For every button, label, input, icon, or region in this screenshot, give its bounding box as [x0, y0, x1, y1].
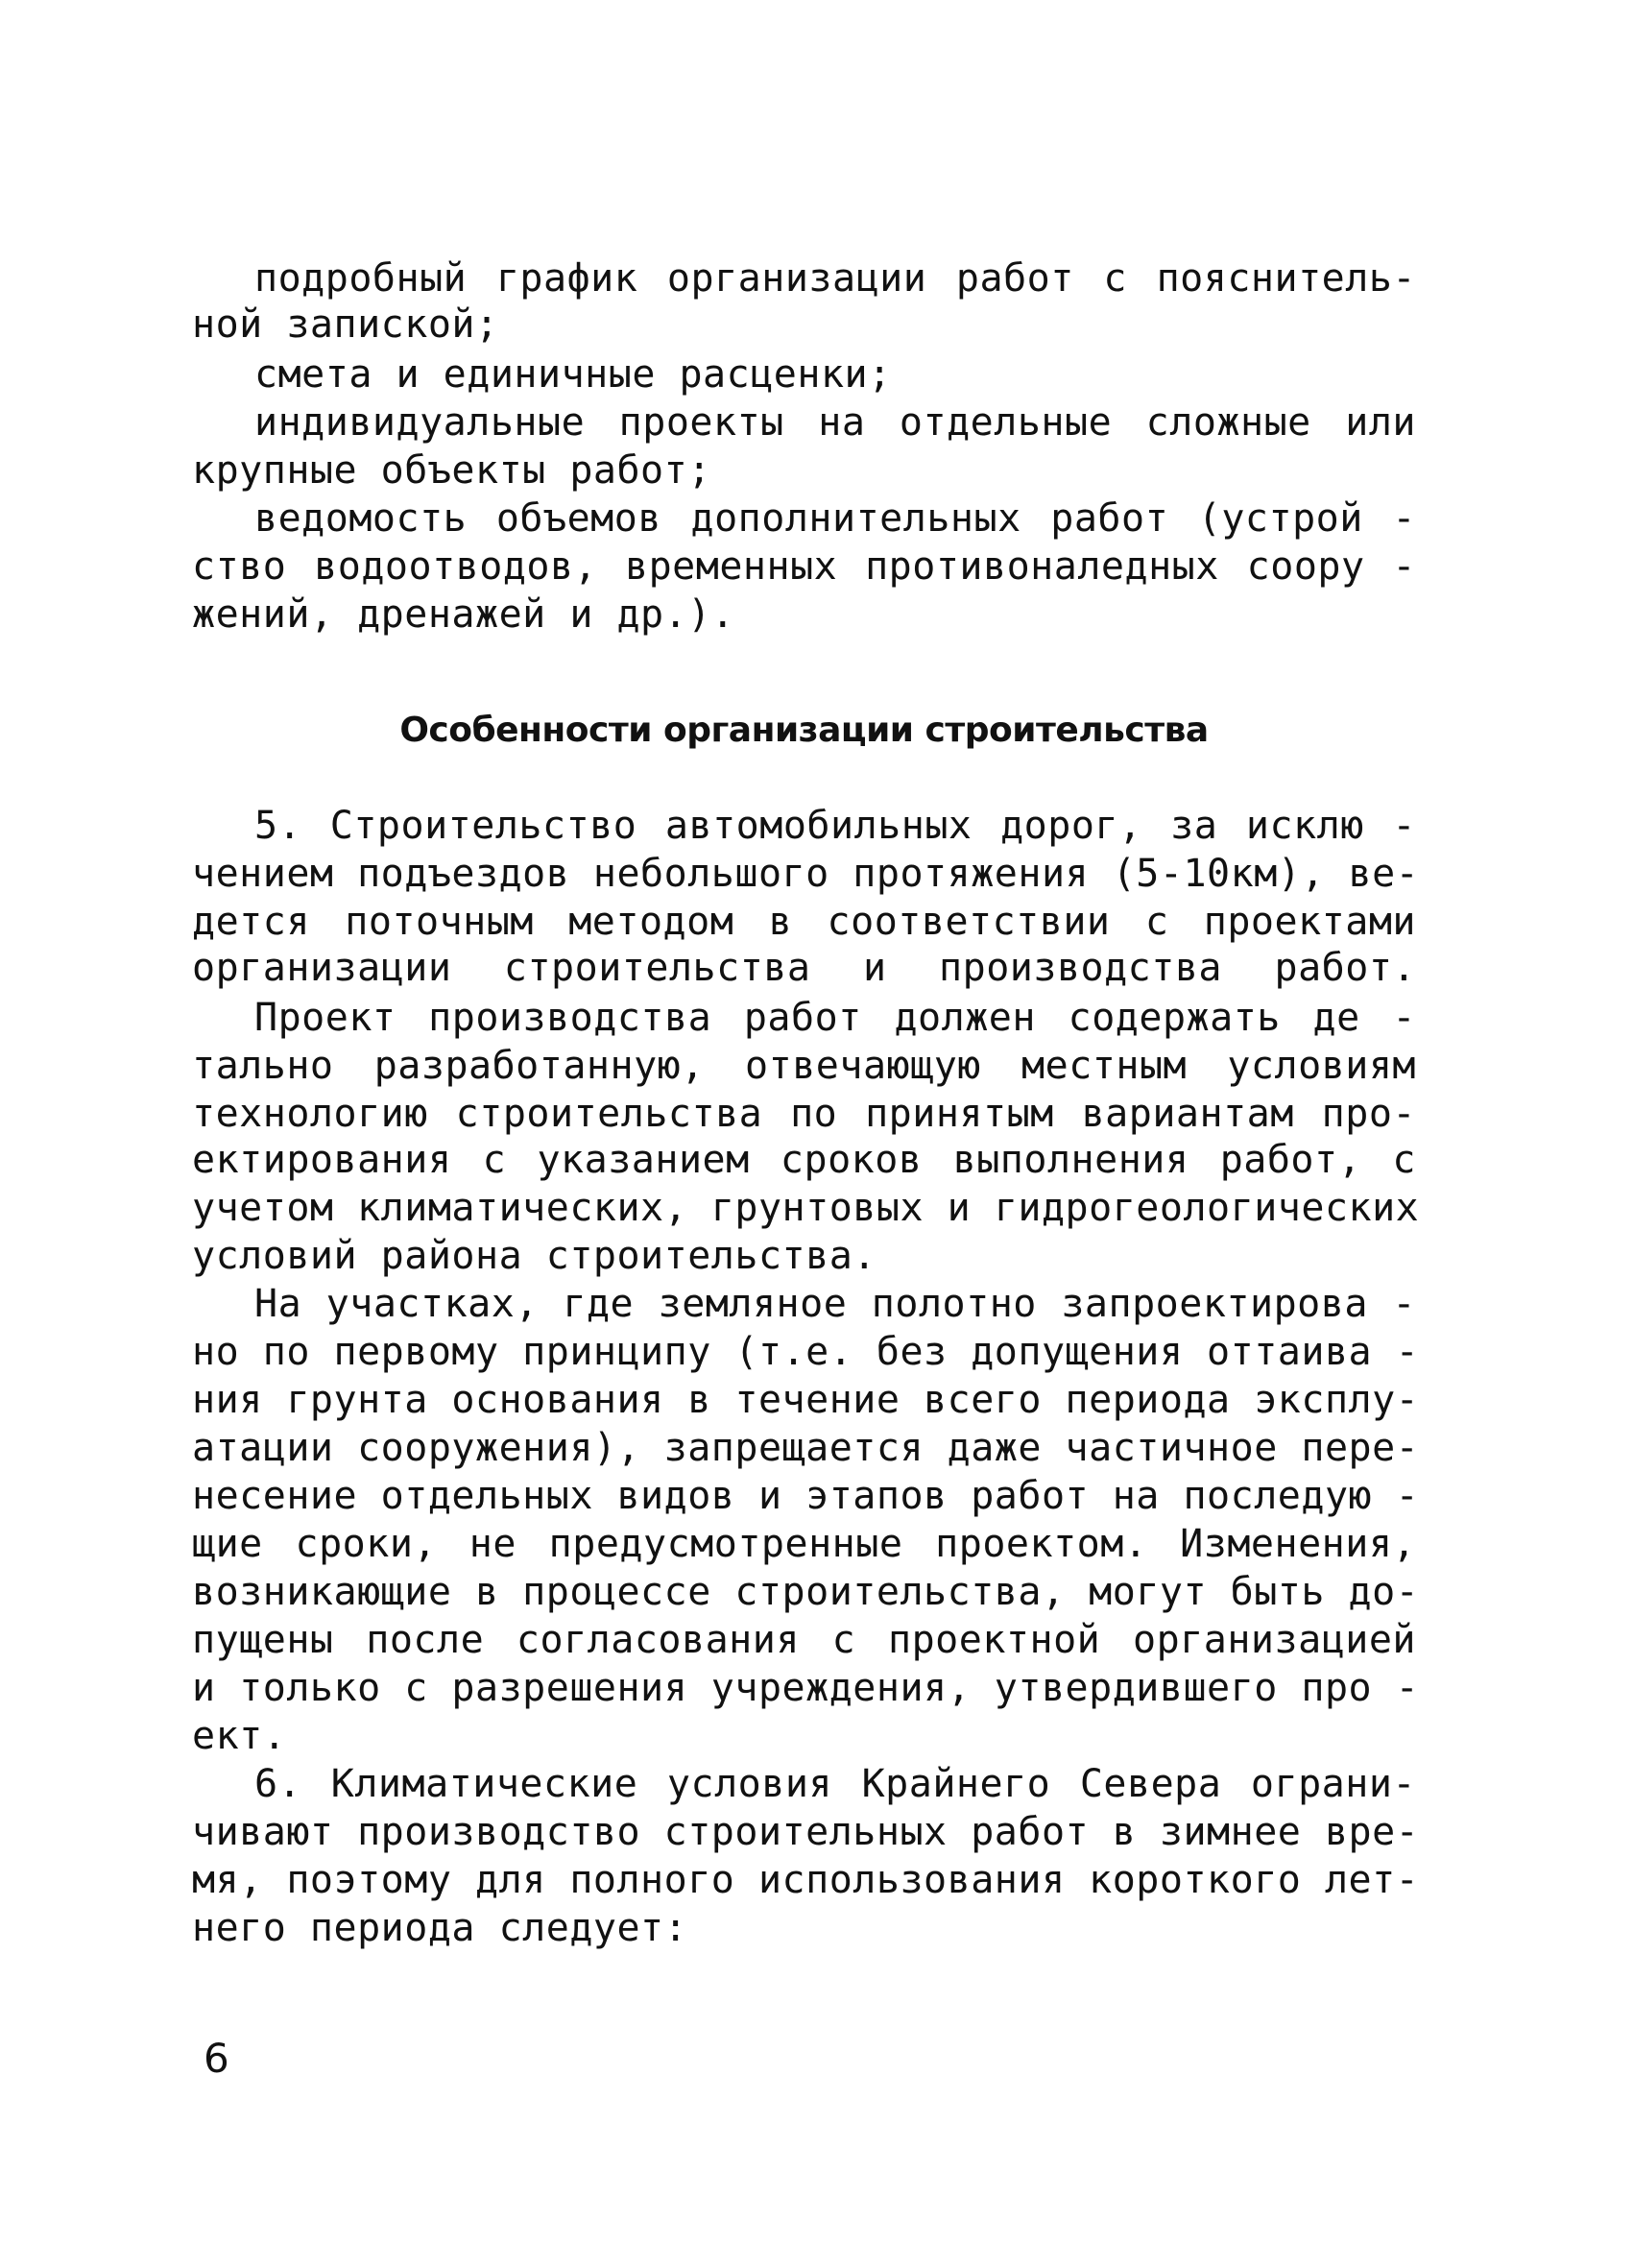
text-line: чивают производство строительных работ в зимнее вре- — [192, 1810, 1420, 1854]
text-line: возникающие в процессе строительства, могут быть до- — [192, 1570, 1420, 1614]
text-line: но по первому принципу (т.е. без допущения оттаива - — [192, 1330, 1420, 1374]
text-line: На участках, где земляное полотно запроектирова - — [254, 1282, 1416, 1326]
text-line: атации сооружения), запрещается даже частичное пере- — [192, 1426, 1420, 1470]
text-line: пущены после согласования с проектной организацией — [192, 1618, 1416, 1662]
text-line: щие сроки, не предусмотренные проектом. Изменения, — [192, 1522, 1416, 1566]
text-line: тально разработанную, отвечающую местным условиям — [192, 1044, 1416, 1088]
text-line: ство водоотводов, временных противоналедных соору - — [192, 544, 1416, 589]
text-line: и только с разрешения учреждения, утвердившего про - — [192, 1666, 1420, 1710]
text-line: ведомость объемов дополнительных работ (устрой - — [254, 496, 1416, 541]
text-line: Проект производства работ должен содержать де - — [254, 996, 1416, 1040]
text-line: чением подъездов небольшого протяжения (5-10км), ве- — [192, 852, 1420, 896]
text-line: условий района строительства. — [192, 1234, 877, 1278]
text-line: подробный график организации работ с пояснитель- — [254, 256, 1416, 301]
text-line: ния грунта основания в течение всего периода эксплу- — [192, 1378, 1420, 1422]
text-line: мя, поэтому для полного использования короткого лет- — [192, 1858, 1420, 1902]
text-line: 6. Климатические условия Крайнего Севера ограни- — [254, 1762, 1416, 1806]
text-line: жений, дренажей и др.). — [192, 592, 735, 637]
text-line: ект. — [192, 1714, 287, 1758]
text-line: учетом климатических, грунтовых и гидрогеологических — [192, 1186, 1420, 1230]
text-line: несение отдельных видов и этапов работ на последую - — [192, 1474, 1420, 1518]
text-line: технологию строительства по принятым вариантам про- — [192, 1092, 1416, 1136]
text-line: дется поточным методом в соответствии с проектами — [192, 900, 1416, 944]
text-line: смета и единичные расценки; — [254, 352, 892, 397]
text-line: ной запиской; — [192, 302, 499, 347]
text-line: крупные объекты работ; — [192, 448, 711, 493]
text-line: 5. Строительство автомобильных дорог, за исклю - — [254, 804, 1416, 848]
text-line: него периода следует: — [192, 1906, 688, 1950]
section-heading: Особенности организации строительства — [399, 711, 1209, 750]
text-line: индивидуальные проекты на отдельные сложные или — [254, 400, 1416, 445]
text-line: ектирования с указанием сроков выполнения работ, с — [192, 1138, 1416, 1182]
text-line: организации строительства и производства работ. — [192, 946, 1416, 990]
page-number: 6 — [204, 2035, 229, 2082]
